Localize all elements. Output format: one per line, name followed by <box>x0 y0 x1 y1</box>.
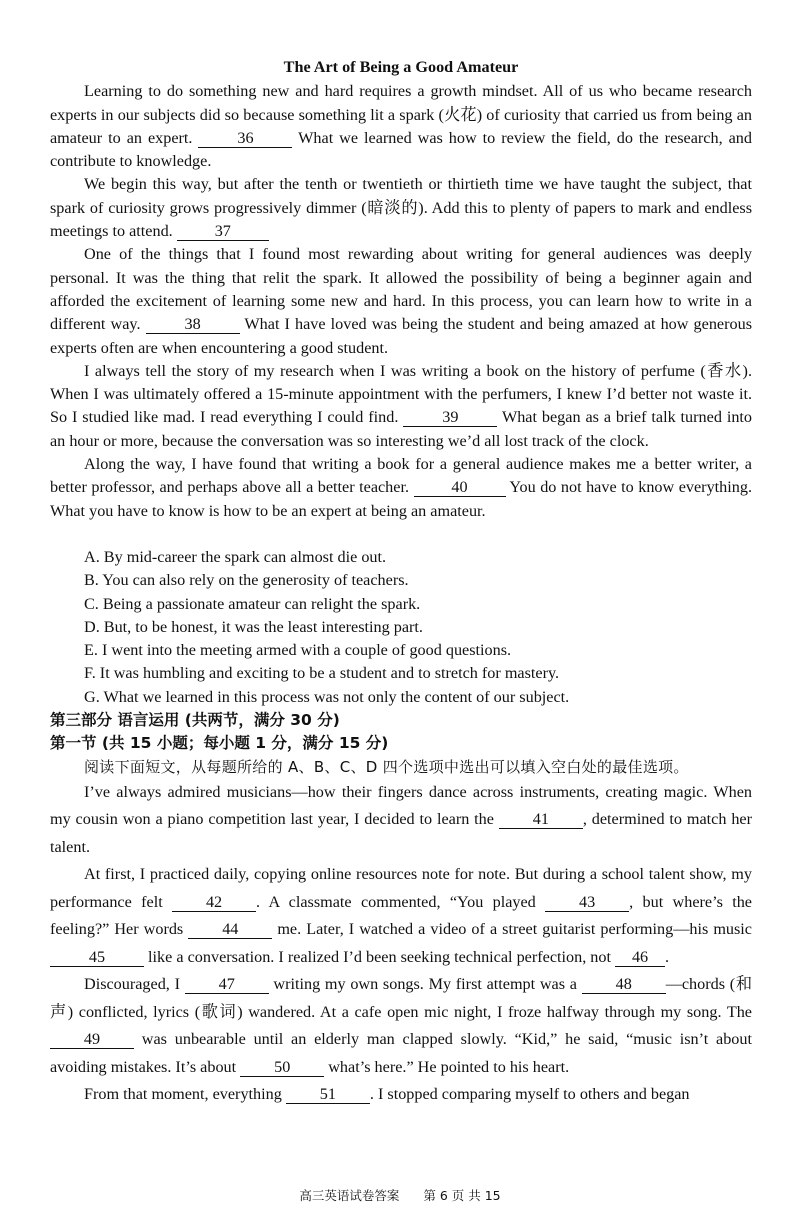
blank-38: 38 <box>146 315 240 334</box>
paragraph-1: Learning to do something new and hard requires a growth mindset. All of us who became research experts in our subjects did so because something lit a spark (火花) of curiosity that carried us from being an amateur to an expert. 36 What we learned was how to review the field, do the research, and contribute to knowledge. <box>50 82 752 171</box>
blank-40: 40 <box>414 478 506 497</box>
blank-43: 43 <box>545 893 629 912</box>
cloze-instruction: 阅读下面短文，从每题所给的 A、B、C、D 四个选项中选出可以填入空白处的最佳选项。 <box>84 757 689 776</box>
cloze-paragraph-4: From that moment, everything 51 . I stopped comparing myself to others and began <box>84 1085 690 1104</box>
exam-page <box>50 56 752 1109</box>
blank-48: 48 <box>582 975 666 994</box>
footer-exam-title: 高三英语试卷答案 <box>299 1188 400 1203</box>
blank-42: 42 <box>172 893 256 912</box>
blank-39: 39 <box>403 408 497 427</box>
option-d: D. But, to be honest, it was the least interesting part. <box>84 617 423 636</box>
blank-51: 51 <box>286 1085 370 1104</box>
option-a: A. By mid-career the spark can almost die out. <box>84 547 387 566</box>
cloze-paragraph-3: Discouraged, I 47 writing my own songs. My first attempt was a 48 —chords (和声) conflicted, lyrics (歌词) wandered. At a cafe open mic night, I froze halfway through my song. The 49 was unbearable until an elderly man clapped slowly. “Kid,” he said, “music isn’t about avoiding mistakes. It’s about 50 what’s here.” He pointed to his heart. <box>50 975 753 1076</box>
cloze-paragraph-2: At first, I practiced daily, copying online resources note for note. But during a school talent show, my performance felt 42 . A classmate commented, “You played 43 , but where’s the feeling?” Her words 44 me. Later, I watched a video of a street guitarist performing—his music 45 like a conversation. I realized I’d been seeking technical perfection, not 46 . <box>50 865 752 966</box>
blank-36: 36 <box>198 129 292 148</box>
paragraph-2: We begin this way, but after the tenth or twentieth or thirtieth time we have taught the subject, that spark of curiosity grows progressively dimmer (暗淡的). Add this to plenty of papers to mark and endless meetings to attend. 37 <box>50 175 752 241</box>
page-footer <box>0 1186 800 1204</box>
cloze-paragraph-1: I’ve always admired musicians—how their fingers dance across instruments, creating magic. When my cousin won a piano competition last year, I decided to learn the 41 , determined to match her talent. <box>50 782 752 856</box>
paragraph-5: Along the way, I have found that writing a book for a general audience makes me a better writer, a better professor, and perhaps above all a better teacher. 40 You do not have to know everything. What you have to know is how to be an expert at being an amateur. <box>50 455 752 520</box>
section-1-heading: 第一节 (共 15 小题；每小题 1 分，满分 15 分) <box>50 734 389 753</box>
option-g: G. What we learned in this process was not only the content of our subject. <box>84 687 570 706</box>
option-b: B. You can also rely on the generosity of teachers. <box>84 571 409 590</box>
blank-47: 47 <box>185 975 269 994</box>
options-list <box>50 546 752 709</box>
section-3-heading: 第三部分 语言运用 (共两节，满分 30 分) <box>50 711 340 730</box>
blank-49: 49 <box>50 1030 134 1049</box>
footer-page-number: 第 6 页 共 15 <box>423 1188 501 1203</box>
passage-title: The Art of Being a Good Amateur <box>283 58 519 76</box>
blank-37: 37 <box>177 222 269 241</box>
option-c: C. Being a passionate amateur can relight the spark. <box>84 594 421 613</box>
paragraph-4: I always tell the story of my research when I was writing a book on the history of perfume (香水). When I was ultimately offered a 15-minute appointment with the perfumers, I knew I’d better not waste it. So I studied like mad. I read everything I could find. 39 What began as a brief talk turned into an hour or more, because the conversation was so interesting we’d all lost track of the clock. <box>50 361 753 450</box>
blank-46: 46 <box>615 948 665 967</box>
blank-45: 45 <box>50 948 144 967</box>
option-e: E. I went into the meeting armed with a couple of good questions. <box>84 641 512 660</box>
option-f: F. It was humbling and exciting to be a student and to stretch for mastery. <box>84 664 560 683</box>
blank-50: 50 <box>240 1058 324 1077</box>
paragraph-3: One of the things that I found most rewarding about writing for general audiences was deeply personal. It was the thing that relit the spark. It allowed the possibility of being a beginner again and afforded the excitement of learning some new and hard. In this process, you can learn how to write in a different way. 38 What I have loved was being the student and being amazed at how generous experts often are when encountering a good student. <box>50 245 752 357</box>
blank-41: 41 <box>499 810 583 829</box>
blank-44: 44 <box>188 920 272 939</box>
